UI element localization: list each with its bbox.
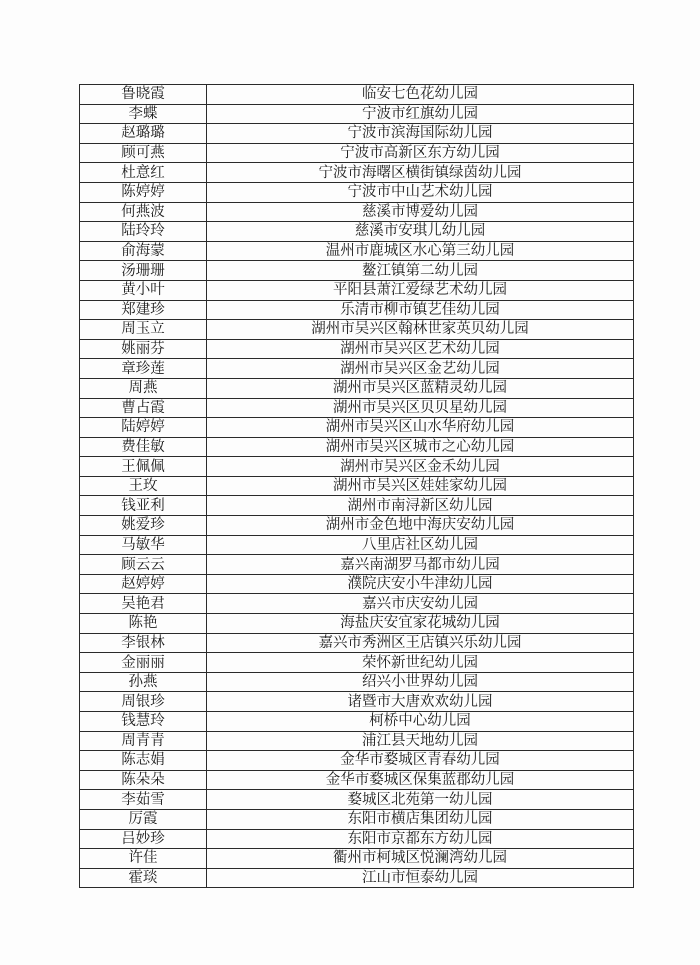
teacher-name-cell: 陈志娟 — [80, 751, 207, 771]
kindergarten-name-cell: 湖州市吴兴区艺术幼儿园 — [207, 339, 634, 359]
kindergarten-name-cell: 诸暨市大唐欢欢幼儿园 — [207, 692, 634, 712]
table-row — [80, 163, 634, 183]
teacher-name-cell: 何燕波 — [80, 202, 207, 222]
table-row — [80, 653, 634, 673]
kindergarten-name-cell: 湖州市吴兴区贝贝星幼儿园 — [207, 398, 634, 418]
kindergarten-name-cell: 嘉兴市秀洲区王店镇兴乐幼儿园 — [207, 633, 634, 653]
kindergarten-name-cell: 浦江县天地幼儿园 — [207, 731, 634, 751]
kindergarten-name-cell: 临安七色花幼儿园 — [207, 85, 634, 105]
table-row — [80, 398, 634, 418]
kindergarten-name-cell: 宁波市滨海国际幼儿园 — [207, 124, 634, 144]
teacher-name-cell: 李茹雪 — [80, 790, 207, 810]
table-row — [80, 849, 634, 869]
kindergarten-name-cell: 海盐庆安宜家花城幼儿园 — [207, 614, 634, 634]
table-row — [80, 437, 634, 457]
teacher-name-cell: 陆婷婷 — [80, 418, 207, 438]
teacher-name-cell: 王玫 — [80, 476, 207, 496]
kindergarten-name-cell: 湖州市金色地中海庆安幼儿园 — [207, 516, 634, 536]
teacher-name-cell: 顾云云 — [80, 555, 207, 575]
kindergarten-name-cell: 衢州市柯城区悦澜湾幼儿园 — [207, 849, 634, 869]
table-row — [80, 202, 634, 222]
kindergarten-name-cell: 宁波市高新区东方幼儿园 — [207, 143, 634, 163]
table-row — [80, 339, 634, 359]
teacher-name-cell: 鲁晓霞 — [80, 85, 207, 105]
table-row — [80, 692, 634, 712]
teacher-name-cell: 陈朵朵 — [80, 770, 207, 790]
kindergarten-name-cell: 金华市婺城区保集蓝郡幼儿园 — [207, 770, 634, 790]
kindergarten-name-cell: 湖州市吴兴区金禾幼儿园 — [207, 457, 634, 477]
table-row — [80, 712, 634, 732]
table-row — [80, 143, 634, 163]
teacher-name-cell: 马敏华 — [80, 535, 207, 555]
teacher-name-cell: 李蝶 — [80, 104, 207, 124]
table-row — [80, 359, 634, 379]
kindergarten-name-cell: 慈溪市博爱幼儿园 — [207, 202, 634, 222]
table-row — [80, 418, 634, 438]
kindergarten-name-cell: 宁波市中山艺术幼儿园 — [207, 182, 634, 202]
kindergarten-name-cell: 湖州市南浔新区幼儿园 — [207, 496, 634, 516]
kindergarten-name-cell: 鳌江镇第二幼儿园 — [207, 261, 634, 281]
table-row — [80, 574, 634, 594]
kindergarten-name-cell: 湖州市吴兴区城市之心幼儿园 — [207, 437, 634, 457]
table-row — [80, 731, 634, 751]
kindergarten-name-cell: 湖州市吴兴区娃娃家幼儿园 — [207, 476, 634, 496]
table-row — [80, 457, 634, 477]
table-row — [80, 85, 634, 105]
table-row — [80, 124, 634, 144]
table-row — [80, 594, 634, 614]
teacher-name-cell: 姚爱珍 — [80, 516, 207, 536]
teacher-name-cell: 郑建珍 — [80, 300, 207, 320]
kindergarten-name-cell: 平阳县萧江爱绿艺术幼儿园 — [207, 280, 634, 300]
roster-table-body — [80, 85, 634, 888]
teacher-name-cell: 曹占霞 — [80, 398, 207, 418]
teacher-name-cell: 周青青 — [80, 731, 207, 751]
kindergarten-name-cell: 湖州市吴兴区金艺幼儿园 — [207, 359, 634, 379]
table-row — [80, 300, 634, 320]
teacher-name-cell: 黄小叶 — [80, 280, 207, 300]
teacher-name-cell: 钱亚利 — [80, 496, 207, 516]
table-row — [80, 614, 634, 634]
table-row — [80, 790, 634, 810]
table-row — [80, 222, 634, 242]
teacher-name-cell: 赵婷婷 — [80, 574, 207, 594]
kindergarten-name-cell: 婺城区北苑第一幼儿园 — [207, 790, 634, 810]
table-row — [80, 770, 634, 790]
kindergarten-name-cell: 嘉兴市庆安幼儿园 — [207, 594, 634, 614]
table-row — [80, 104, 634, 124]
teacher-name-cell: 姚丽芬 — [80, 339, 207, 359]
table-row — [80, 751, 634, 771]
table-row — [80, 476, 634, 496]
teacher-name-cell: 顾可燕 — [80, 143, 207, 163]
teacher-name-cell: 陈婷婷 — [80, 182, 207, 202]
kindergarten-name-cell: 嘉兴南湖罗马都市幼儿园 — [207, 555, 634, 575]
teacher-name-cell: 周玉立 — [80, 320, 207, 340]
table-row — [80, 672, 634, 692]
table-row — [80, 516, 634, 536]
teacher-name-cell: 王佩佩 — [80, 457, 207, 477]
teacher-name-cell: 周燕 — [80, 378, 207, 398]
teacher-name-cell: 周银珍 — [80, 692, 207, 712]
kindergarten-name-cell: 八里店社区幼儿园 — [207, 535, 634, 555]
table-row — [80, 261, 634, 281]
kindergarten-name-cell: 东阳市横店集团幼儿园 — [207, 809, 634, 829]
teacher-name-cell: 钱慧玲 — [80, 712, 207, 732]
table-row — [80, 555, 634, 575]
table-row — [80, 280, 634, 300]
kindergarten-name-cell: 宁波市红旗幼儿园 — [207, 104, 634, 124]
table-row — [80, 809, 634, 829]
teacher-name-cell: 陆玲玲 — [80, 222, 207, 242]
kindergarten-name-cell: 温州市鹿城区水心第三幼儿园 — [207, 241, 634, 261]
teacher-name-cell: 许佳 — [80, 849, 207, 869]
kindergarten-name-cell: 湖州市吴兴区翰林世家英贝幼儿园 — [207, 320, 634, 340]
table-row — [80, 829, 634, 849]
table-row — [80, 320, 634, 340]
teacher-name-cell: 汤珊珊 — [80, 261, 207, 281]
kindergarten-name-cell: 荣怀新世纪幼儿园 — [207, 653, 634, 673]
table-row — [80, 496, 634, 516]
kindergarten-name-cell: 金华市婺城区青春幼儿园 — [207, 751, 634, 771]
teacher-name-cell: 吕妙珍 — [80, 829, 207, 849]
teacher-name-cell: 俞海蒙 — [80, 241, 207, 261]
kindergarten-name-cell: 濮院庆安小牛津幼儿园 — [207, 574, 634, 594]
roster-table — [79, 84, 634, 888]
kindergarten-name-cell: 柯桥中心幼儿园 — [207, 712, 634, 732]
teacher-name-cell: 厉霞 — [80, 809, 207, 829]
teacher-name-cell: 霍琰 — [80, 868, 207, 888]
teacher-name-cell: 费佳敏 — [80, 437, 207, 457]
kindergarten-name-cell: 湖州市吴兴区山水华府幼儿园 — [207, 418, 634, 438]
kindergarten-name-cell: 江山市恒泰幼儿园 — [207, 868, 634, 888]
table-row — [80, 633, 634, 653]
kindergarten-name-cell: 绍兴小世界幼儿园 — [207, 672, 634, 692]
kindergarten-name-cell: 东阳市京都东方幼儿园 — [207, 829, 634, 849]
table-row — [80, 535, 634, 555]
table-row — [80, 868, 634, 888]
teacher-name-cell: 陈艳 — [80, 614, 207, 634]
teacher-name-cell: 吴艳君 — [80, 594, 207, 614]
teacher-name-cell: 金丽丽 — [80, 653, 207, 673]
table-row — [80, 241, 634, 261]
teacher-name-cell: 孙燕 — [80, 672, 207, 692]
kindergarten-name-cell: 慈溪市安琪儿幼儿园 — [207, 222, 634, 242]
kindergarten-name-cell: 宁波市海曙区横街镇绿茵幼儿园 — [207, 163, 634, 183]
teacher-name-cell: 赵璐璐 — [80, 124, 207, 144]
table-row — [80, 378, 634, 398]
teacher-name-cell: 章珍莲 — [80, 359, 207, 379]
teacher-name-cell: 李银林 — [80, 633, 207, 653]
table-row — [80, 182, 634, 202]
teacher-name-cell: 杜意红 — [80, 163, 207, 183]
kindergarten-name-cell: 乐清市柳市镇艺佳幼儿园 — [207, 300, 634, 320]
kindergarten-name-cell: 湖州市吴兴区蓝精灵幼儿园 — [207, 378, 634, 398]
